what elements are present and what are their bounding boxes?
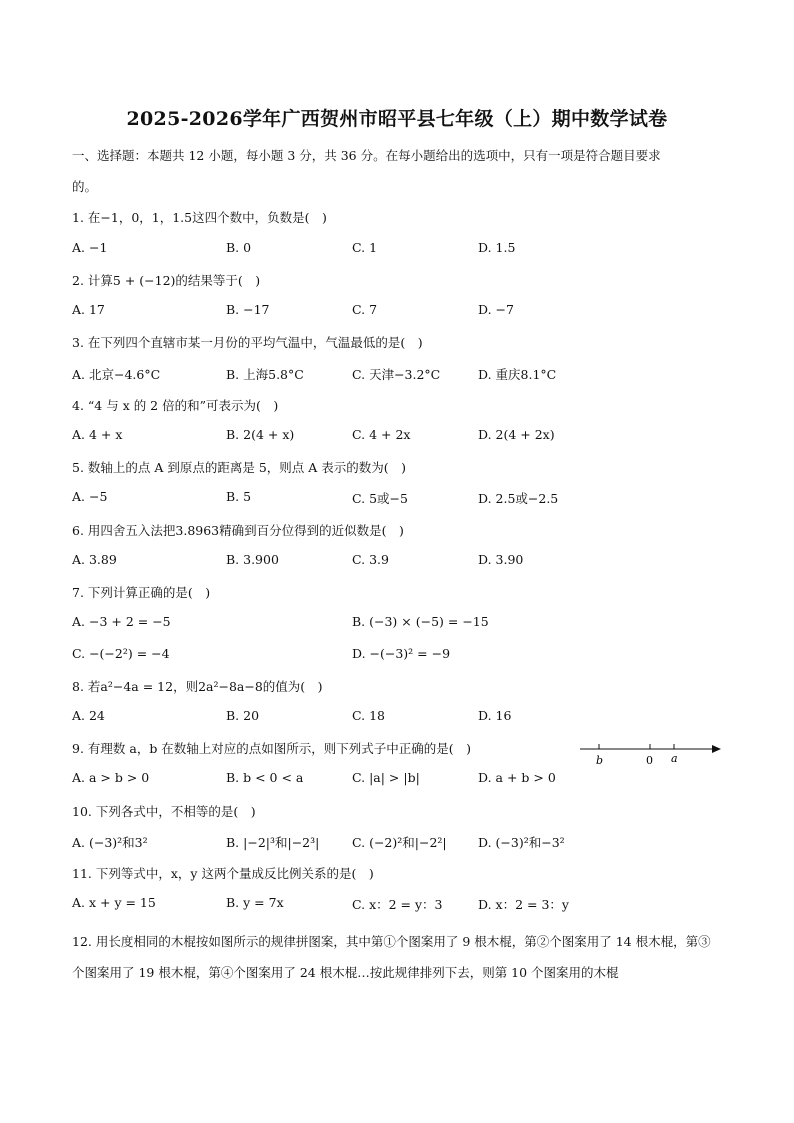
question-3-option-c[interactable]: C. 天津−3.2°C: [352, 367, 441, 382]
question-5-option-a[interactable]: A. −5: [72, 489, 108, 504]
label-a: a: [671, 752, 678, 765]
number-line-figure: [580, 740, 724, 770]
question-11-option-a[interactable]: A. x + y = 15: [72, 895, 156, 910]
number-line-arrowhead: [712, 745, 721, 753]
question-10-option-c[interactable]: C. (−2)²和|−2²|: [352, 835, 447, 850]
question-3-stem: 3. 在下列四个直辖市某一月份的平均气温中，气温最低的是( ): [72, 335, 423, 350]
question-11-stem: 11. 下列等式中，x，y 这两个量成反比例关系的是( ): [72, 866, 374, 881]
question-1-option-c[interactable]: C. 1: [352, 240, 378, 255]
question-5-option-c[interactable]: C. 5或−5: [352, 491, 408, 506]
question-7-option-c[interactable]: C. −(−2²) = −4: [72, 646, 170, 661]
question-3-option-d[interactable]: D. 重庆8.1°C: [478, 367, 557, 382]
question-5-option-b[interactable]: B. 5: [226, 489, 252, 504]
question-8-option-c[interactable]: C. 18: [352, 708, 385, 723]
label-b: b: [596, 754, 604, 767]
question-4-option-c[interactable]: C. 4 + 2x: [352, 427, 411, 442]
question-7-option-d[interactable]: D. −(−3)² = −9: [352, 646, 451, 661]
question-7-option-b[interactable]: B. (−3) × (−5) = −15: [352, 614, 489, 629]
question-2-option-d[interactable]: D. −7: [478, 302, 514, 317]
section-heading-line1: 一、选择题：本题共 12 小题，每小题 3 分，共 36 分。在每小题给出的选项中，只有一项是符合题目要求: [72, 148, 661, 163]
question-8-option-d[interactable]: D. 16: [478, 708, 512, 723]
question-8-option-b[interactable]: B. 20: [226, 708, 260, 723]
question-11-option-b[interactable]: B. y = 7x: [226, 895, 284, 910]
question-8-stem: 8. 若a²−4a = 12，则2a²−8a−8的值为( ): [72, 679, 323, 694]
question-4-stem: 4. “4 与 x 的 2 倍的和”可表示为( ): [72, 398, 279, 413]
question-9-option-a[interactable]: A. a > b > 0: [72, 770, 150, 785]
question-1-stem: 1. 在−1，0，1，1.5这四个数中，负数是( ): [72, 210, 327, 225]
question-5-option-d[interactable]: D. 2.5或−2.5: [478, 491, 559, 506]
question-4-option-d[interactable]: D. 2(4 + 2x): [478, 427, 555, 442]
question-10-option-d[interactable]: D. (−3)²和−3²: [478, 835, 565, 850]
section-heading-line2: 的。: [72, 179, 98, 194]
question-6-stem: 6. 用四舍五入法把3.8963精确到百分位得到的近似数是( ): [72, 523, 404, 538]
label-0: 0: [646, 754, 653, 767]
question-2-stem: 2. 计算5 + (−12)的结果等于( ): [72, 273, 261, 288]
question-5-stem: 5. 数轴上的点 A 到原点的距离是 5，则点 A 表示的数为( ): [72, 460, 407, 475]
question-11-option-c[interactable]: C. x：2 = y：3: [352, 897, 443, 912]
question-4-option-a[interactable]: A. 4 + x: [72, 427, 123, 442]
question-4-option-b[interactable]: B. 2(4 + x): [226, 427, 295, 442]
question-7-option-a[interactable]: A. −3 + 2 = −5: [72, 614, 171, 629]
question-2-option-b[interactable]: B. −17: [226, 302, 270, 317]
question-6-option-a[interactable]: A. 3.89: [72, 552, 117, 567]
question-11-option-d[interactable]: D. x：2 = 3：y: [478, 897, 569, 912]
question-6-option-c[interactable]: C. 3.9: [352, 552, 389, 567]
question-9-stem: 9. 有理数 a，b 在数轴上对应的点如图所示，则下列式子中正确的是( ): [72, 741, 472, 756]
page-title: 2025-2026学年广西贺州市昭平县七年级（上）期中数学试卷: [126, 108, 668, 130]
question-9-option-c[interactable]: C. |a| > |b|: [352, 770, 420, 785]
question-3-option-b[interactable]: B. 上海5.8°C: [226, 367, 304, 382]
question-3-option-a[interactable]: A. 北京−4.6°C: [72, 367, 161, 382]
question-12-stem: 12. 用长度相同的木棍按如图所示的规律拼图案，其中第①个图案用了 9 根木棍，第②个图案用了 14 根木棍，第③个图案用了 19 根木棍，第④个图案用了 24 根木棍…按此规律排列下去，则第 10 个图案用的木棍: [72, 934, 711, 980]
question-1-option-b[interactable]: B. 0: [226, 240, 252, 255]
question-6-option-d[interactable]: D. 3.90: [478, 552, 524, 567]
question-6-option-b[interactable]: B. 3.900: [226, 552, 279, 567]
question-2-option-c[interactable]: C. 7: [352, 302, 378, 317]
question-10-option-a[interactable]: A. (−3)²和3²: [72, 835, 148, 850]
question-1-option-a[interactable]: A. −1: [72, 240, 108, 255]
question-2-option-a[interactable]: A. 17: [72, 302, 105, 317]
question-9-option-b[interactable]: B. b < 0 < a: [226, 770, 304, 785]
question-9-option-d[interactable]: D. a + b > 0: [478, 770, 556, 785]
question-10-stem: 10. 下列各式中，不相等的是( ): [72, 804, 256, 819]
question-7-stem: 7. 下列计算正确的是( ): [72, 585, 211, 600]
question-10-option-b[interactable]: B. |−2|³和|−2³|: [226, 835, 320, 850]
question-1-option-d[interactable]: D. 1.5: [478, 240, 516, 255]
question-8-option-a[interactable]: A. 24: [72, 708, 105, 723]
